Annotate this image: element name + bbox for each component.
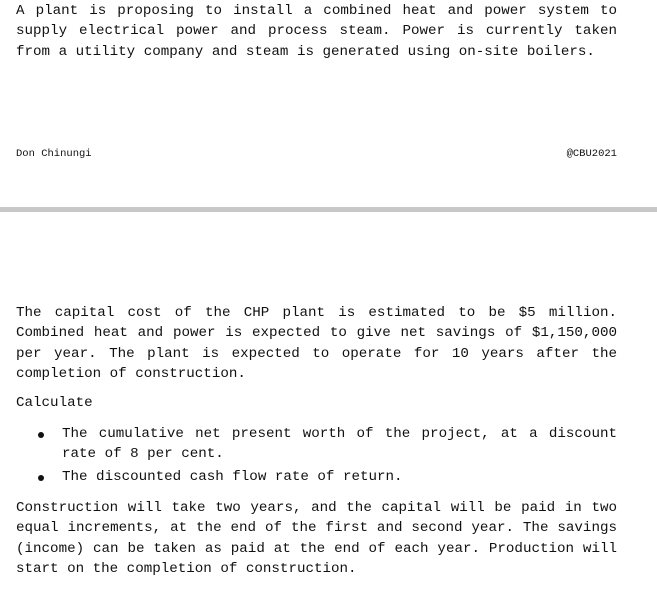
document-page-2 [0, 212, 657, 593]
list-item-text: The cumulative net present worth of the project, at a discount rate of 8 per cent. [62, 426, 617, 463]
bullet-icon [38, 475, 44, 481]
list-item-text: The discounted cash flow rate of return. [62, 468, 403, 485]
list-item [0, 424, 617, 465]
task-list [0, 424, 657, 489]
document-page-1 [0, 0, 657, 207]
footer-copyright: @CBU2021 [566, 148, 617, 160]
list-item [0, 467, 617, 487]
construction-paragraph: Construction will take two years, and the capital will be paid in two equal increments, at the end of the first and second year. The savings (income) can be taken as paid at the end of each year. Production will start on the completion of construction. [16, 500, 617, 578]
capital-cost-paragraph: The capital cost of the CHP plant is estimated to be $5 million. Combined heat and power is expected to give net savings of $1,150,000 per year. The plant is expected to operate for 10 years after the completion of construction. [16, 305, 617, 383]
calculate-label: Calculate [16, 395, 93, 411]
bullet-icon [38, 432, 44, 438]
intro-paragraph: A plant is proposing to install a combined heat and power system to supply electrical power and process steam. Power is currently taken from a utility company and steam is generated using on-site boilers. [16, 3, 617, 60]
footer-author: Don Chinungi [16, 148, 92, 160]
